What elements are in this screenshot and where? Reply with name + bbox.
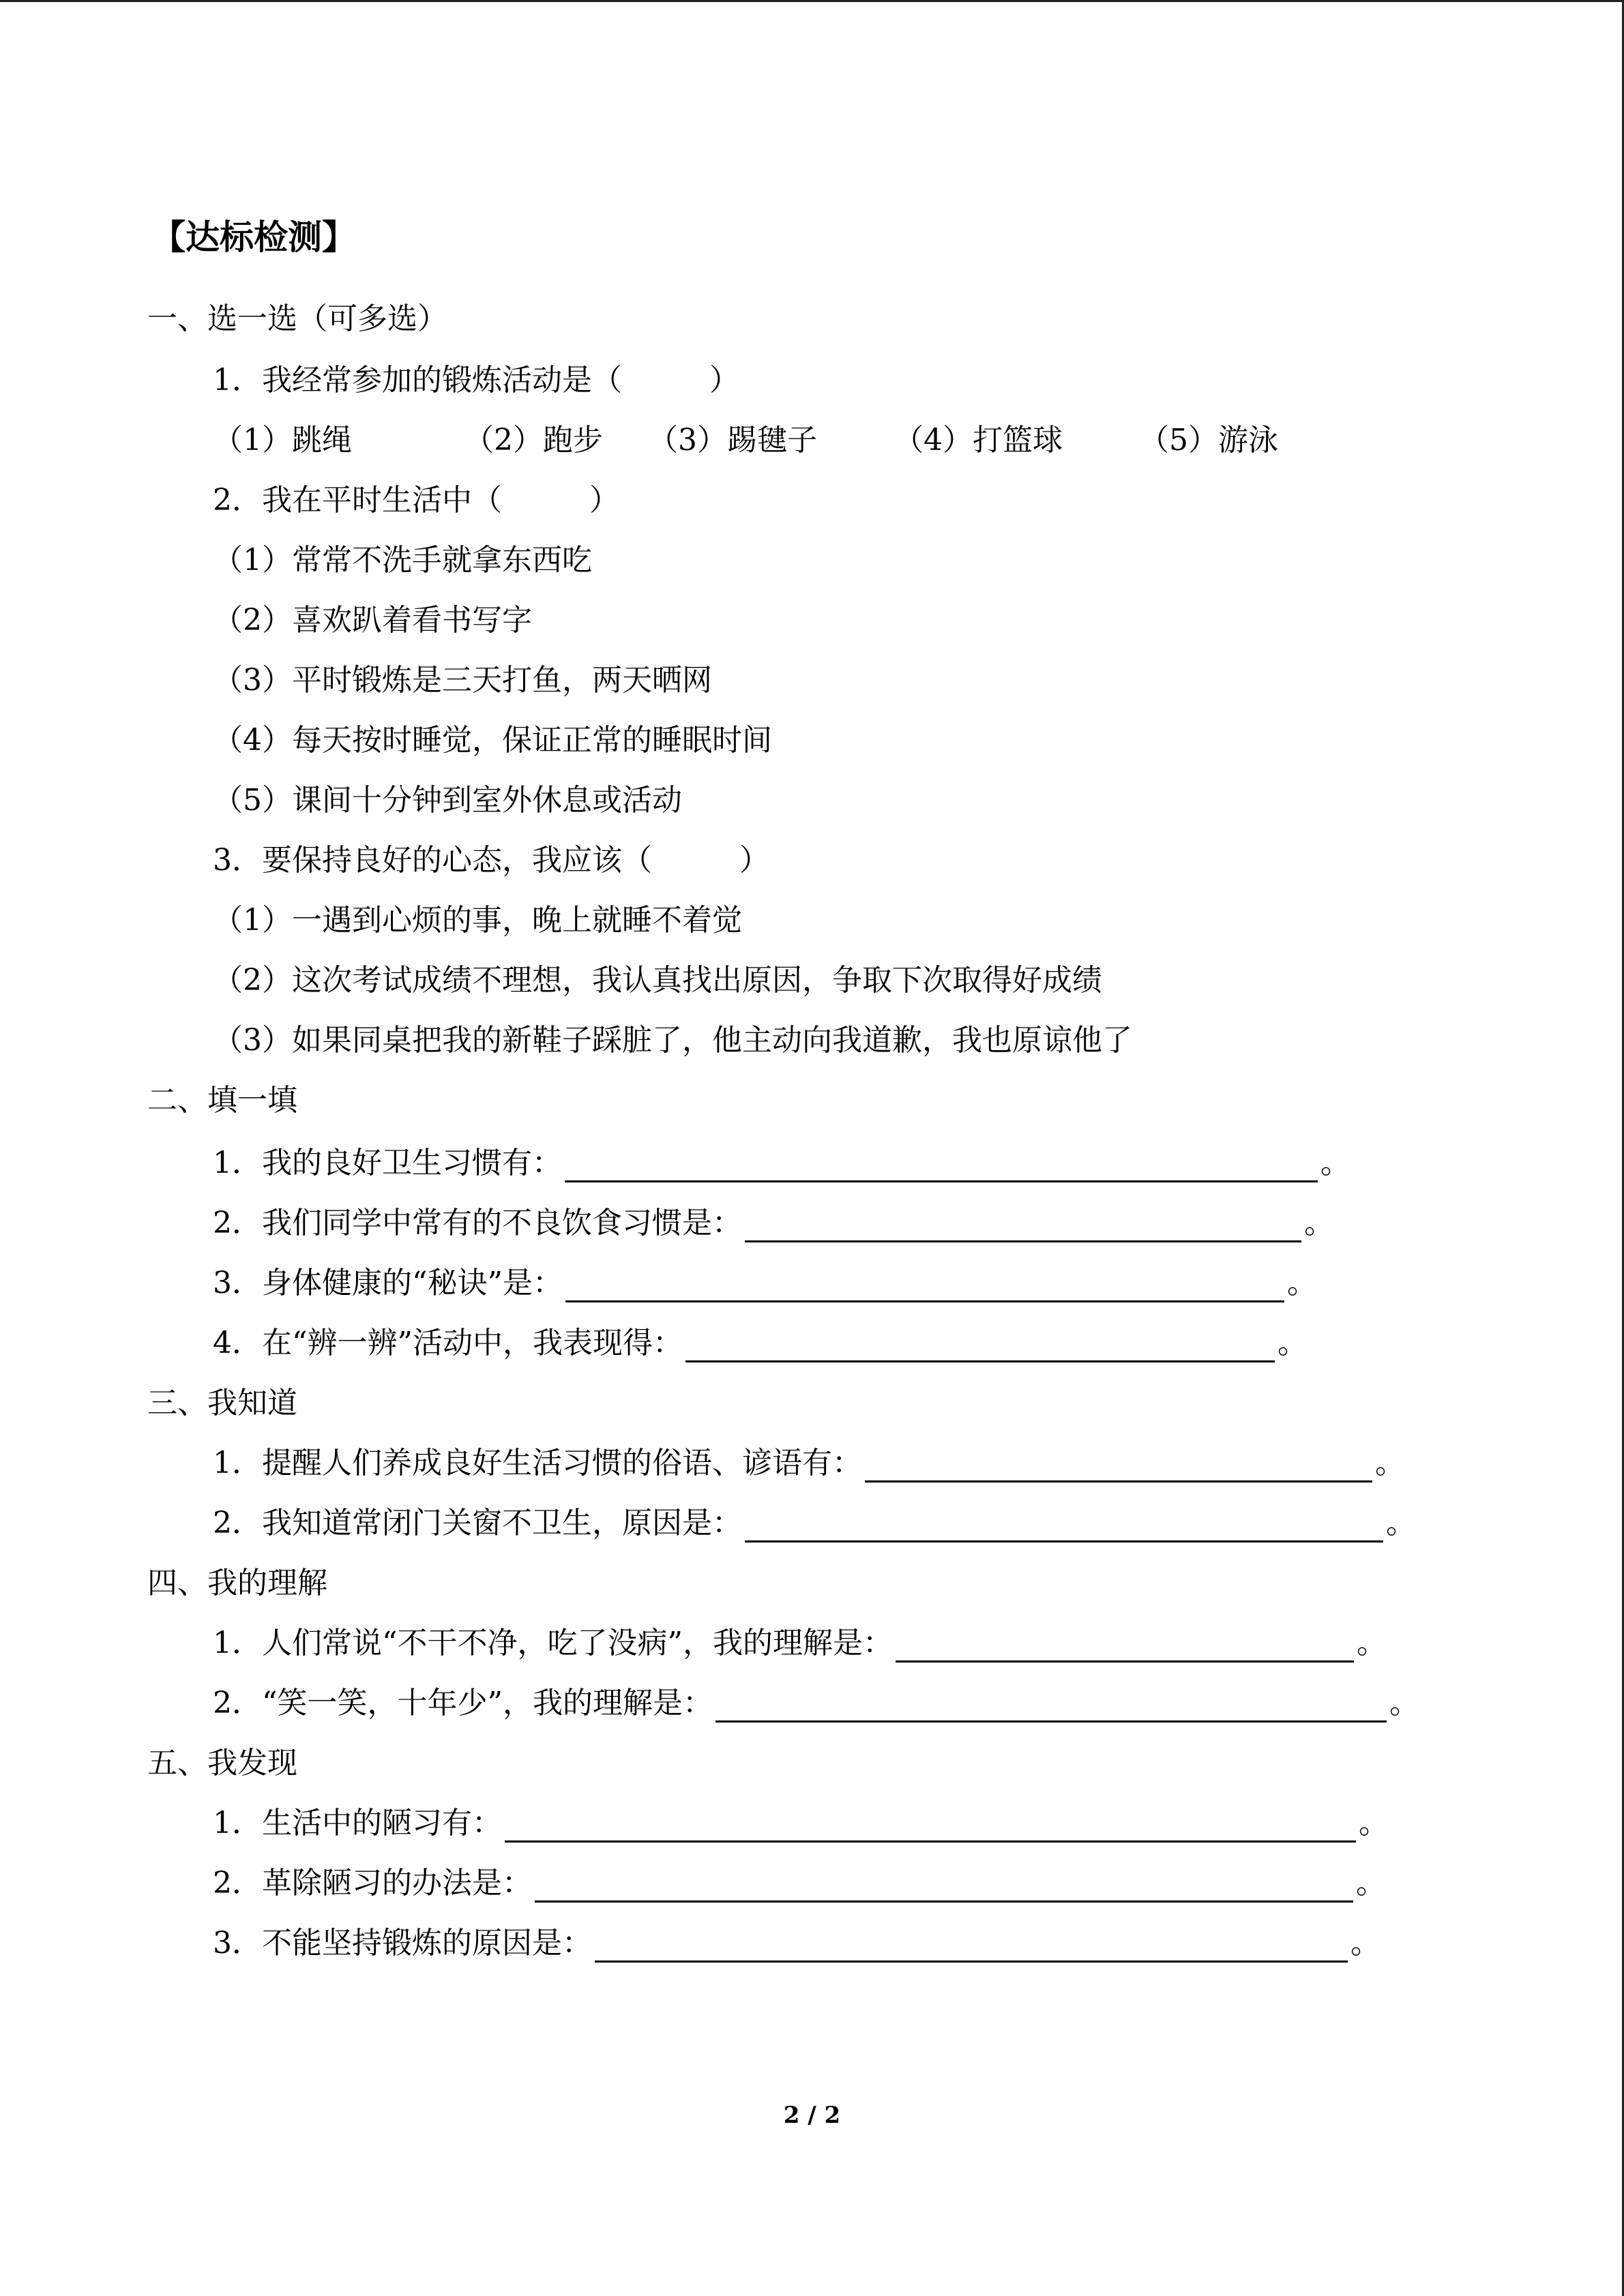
top-border: [0, 0, 1624, 2]
fill-blank[interactable]: [896, 1630, 1354, 1663]
fill-item: [213, 1624, 1387, 1663]
fill-item: [213, 1864, 1386, 1903]
period: 。: [1350, 1926, 1381, 1960]
fill-item: [213, 1444, 1405, 1482]
fill-item: [213, 1144, 1350, 1182]
period: 。: [1386, 1506, 1416, 1540]
page-title: 【达标检测】: [151, 217, 356, 257]
option: （1）常常不洗手就拿东西吃: [213, 543, 592, 578]
question-1-3: [213, 841, 769, 880]
option: （3）踢毽子: [648, 423, 817, 458]
fill-blank[interactable]: [505, 1810, 1356, 1843]
option: （5）游泳: [1139, 423, 1278, 458]
period: 。: [1359, 1806, 1389, 1840]
option: （4）打篮球: [894, 423, 1063, 458]
period: 。: [1356, 1626, 1387, 1660]
question-1-2: [213, 481, 619, 520]
fill-blank[interactable]: [565, 1150, 1318, 1182]
section-3-heading: 三、我知道: [147, 1386, 297, 1420]
fill-prompt: 2．革除陋习的办法是：: [213, 1866, 532, 1900]
question-stem: 1．我经常参加的锻炼活动是（: [213, 363, 622, 398]
fill-blank[interactable]: [715, 1690, 1387, 1723]
question-stem: 2．我在平时生活中（: [213, 483, 502, 518]
option: （1）跳绳: [213, 423, 352, 458]
option: （2）跑步: [464, 423, 603, 458]
fill-prompt: 1．提醒人们养成良好生活习惯的俗语、谚语有：: [213, 1446, 862, 1480]
fill-prompt: 2．我们同学中常有的不良饮食习惯是：: [213, 1206, 742, 1240]
fill-blank[interactable]: [595, 1930, 1348, 1963]
question-1-1-options: [0, 421, 1624, 460]
period: 。: [1356, 1866, 1386, 1900]
fill-prompt: 3．不能坚持锻炼的原因是：: [213, 1926, 592, 1960]
fill-prompt: 4．在“辨一辨”活动中，我表现得：: [213, 1326, 683, 1360]
fill-prompt: 3．身体健康的“秘诀”是：: [213, 1266, 563, 1300]
fill-item: [213, 1324, 1308, 1362]
fill-prompt: 1．我的良好卫生习惯有：: [213, 1146, 562, 1180]
option: （2）喜欢趴着看书写字: [213, 603, 532, 638]
option: （3）如果同桌把我的新鞋子踩脏了，他主动向我道歉，我也原谅他了: [213, 1023, 1132, 1058]
option: （1）一遇到心烦的事，晚上就睡不着觉: [213, 903, 742, 938]
question-stem: 3．要保持良好的心态，我应该（: [213, 843, 652, 878]
option: （5）课间十分钟到室外休息或活动: [213, 783, 682, 818]
fill-item: [213, 1504, 1416, 1542]
fill-item: [213, 1264, 1317, 1302]
question-1-1: [213, 361, 739, 400]
option: （2）这次考试成绩不理想，我认真找出原因，争取下次取得好成绩: [213, 963, 1102, 998]
section-1-heading: 一、选一选（可多选）: [147, 301, 447, 336]
fill-prompt: 2．“笑一笑，十年少”，我的理解是：: [213, 1686, 713, 1720]
fill-item: [213, 1684, 1419, 1723]
question-close: ）: [589, 483, 619, 518]
period: 。: [1375, 1446, 1405, 1480]
fill-blank[interactable]: [565, 1270, 1284, 1302]
fill-blank[interactable]: [745, 1210, 1301, 1242]
section-4-heading: 四、我的理解: [147, 1566, 327, 1600]
fill-blank[interactable]: [745, 1510, 1383, 1542]
option: （4）每天按时睡觉，保证正常的睡眠时间: [213, 723, 772, 758]
period: 。: [1286, 1266, 1317, 1300]
fill-prompt: 2．我知道常闭门关窗不卫生，原因是：: [213, 1506, 742, 1540]
fill-item: [213, 1204, 1334, 1242]
fill-blank[interactable]: [535, 1870, 1353, 1903]
fill-prompt: 1．生活中的陋习有：: [213, 1806, 502, 1840]
fill-item: [213, 1924, 1381, 1963]
question-close: ）: [709, 363, 739, 398]
fill-prompt: 1．人们常说“不干不净，吃了没病”，我的理解是：: [213, 1626, 893, 1660]
period: 。: [1277, 1326, 1308, 1360]
section-2-heading: 二、填一填: [147, 1083, 297, 1118]
page-number: 2 / 2: [783, 2102, 841, 2129]
option: （3）平时锻炼是三天打鱼，两天晒网: [213, 663, 712, 698]
question-close: ）: [739, 843, 769, 878]
fill-blank[interactable]: [685, 1330, 1275, 1362]
period: 。: [1304, 1206, 1334, 1240]
period: 。: [1389, 1686, 1419, 1720]
period: 。: [1320, 1146, 1350, 1180]
fill-item: [213, 1804, 1389, 1843]
section-5-heading: 五、我发现: [147, 1746, 297, 1780]
fill-blank[interactable]: [865, 1450, 1372, 1482]
